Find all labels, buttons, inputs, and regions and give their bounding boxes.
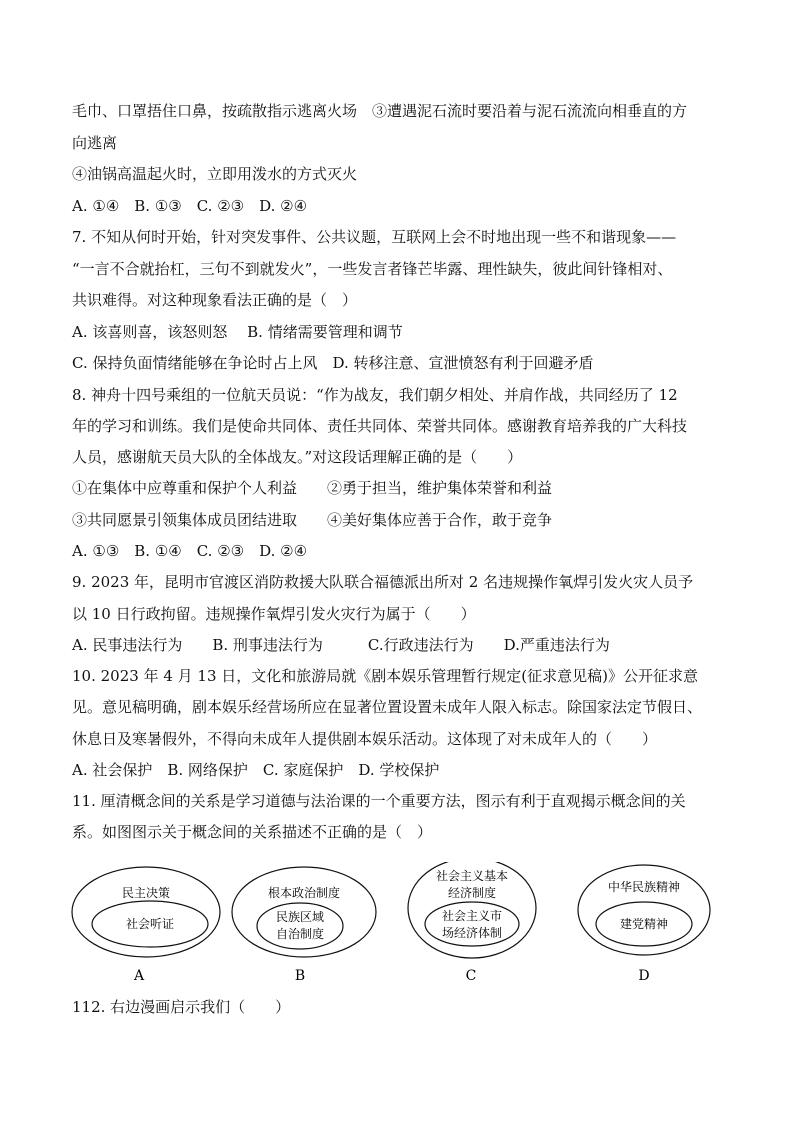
inner-label-2: 自治制度 (275, 927, 325, 941)
outer-label: 根本政治制度 (267, 886, 341, 900)
line-21: 休息日及寒暑假外，不得向未成年人提供剧本娱乐活动。这体现了对未成年人的（ ） (72, 730, 658, 748)
inner-label: 社会听证 (125, 917, 175, 931)
line-9: C. 保持负面情绪能够在争论时占上风 D. 转移注意、宣泄愤怒有利于回避矛盾 (72, 354, 594, 372)
option-label: A (133, 968, 145, 984)
line-7: 共识难得。对这种现象看法正确的是（ ） (72, 291, 358, 309)
diagram-c (408, 862, 536, 984)
line-10: 8. 神舟十四号乘组的一位航天员说：“作为战友，我们朝夕相处、并肩作战，共同经历了 12 (72, 386, 678, 404)
line-8: A. 该喜则喜，该怒则怒 B. 情绪需要管理和调节 (72, 323, 403, 341)
outer-label-1: 社会主义基本 (435, 869, 509, 883)
outer-label: 中华民族精神 (607, 880, 681, 894)
line-6: “一言不合就抬杠，三句不到就发火”，一些发言者锋芒毕露、理性缺失，彼此间针锋相对、 (72, 260, 673, 278)
outer-ellipse (72, 867, 220, 957)
line-12: 人员，感谢航天员大队的全体战友。”对这段话理解正确的是（ ） (72, 448, 523, 466)
line-19: 10. 2023 年 4 月 13 日，文化和旅游局就《剧本娱乐管理暂行规定(征求意见稿)》公开征求意 (72, 667, 698, 685)
line-11: 年的学习和训练。我们是使命共同体、责任共同体、荣誉共同体。感谢教育培养我的广大科技 (72, 417, 688, 435)
line-14: ③共同愿景引领集体成员团结进取 ④美好集体应善于合作，敢于竞争 (72, 511, 553, 529)
option-label: D (638, 968, 650, 984)
line-22: A. 社会保护 B. 网络保护 C. 家庭保护 D. 学校保护 (72, 761, 440, 779)
line-24: 系。如图图示关于概念间的关系描述不正确的是（ ） (72, 823, 433, 841)
line-4: A. ①④ B. ①③ C. ②③ D. ②④ (72, 197, 308, 215)
concept-diagrams (60, 862, 740, 992)
line-1: 毛巾、口罩捂住口鼻，按疏散指示逃离火场 ③遭遇泥石流时要沿着与泥石流流向相垂直的方 (72, 102, 688, 120)
diagram-b (232, 867, 376, 984)
line-23: 11. 厘清概念间的关系是学习道德与法治课的一个重要方法，图示有利于直观揭示概念间的关 (72, 792, 686, 810)
line-15: A. ①③ B. ①④ C. ②③ D. ②④ (72, 542, 308, 560)
outer-label-2: 经济制度 (447, 886, 497, 900)
line-17: 以 10 日行政拘留。违规操作氧焊引发火灾行为属于（ ） (72, 605, 476, 623)
line-18: A. 民事违法行为 B. 刑事违法行为 C.行政违法行为 D.严重违法行为 (72, 636, 610, 654)
diagram-d (578, 865, 710, 984)
outer-ellipse (578, 865, 710, 955)
line-5: 7. 不知从何时开始，针对突发事件、公共议题，互联网上会不时地出现一些不和谐现象—— (72, 228, 677, 246)
line-20: 见。意见稿明确，剧本娱乐经营场所应在显著位置设置未成年人限入标志。除国家法定节假日、 (72, 698, 703, 716)
line-13: ①在集体中应尊重和保护个人利益 ②勇于担当，维护集体荣誉和利益 (72, 479, 553, 497)
line-3: ④油锅高温起火时，立即用泼水的方式灭火 (72, 165, 358, 183)
diagram-a (72, 867, 220, 984)
inner-label-1: 社会主义市 (441, 909, 503, 923)
inner-label-2: 场经济体制 (441, 926, 503, 940)
option-label: B (294, 968, 306, 984)
line-25: 112. 右边漫画启示我们（ ） (72, 998, 291, 1016)
line-16: 9. 2023 年，昆明市官渡区消防救援大队联合福德派出所对 2 名违规操作氧焊引发火灾人员予 (72, 573, 694, 591)
line-2: 向逃离 (72, 134, 118, 152)
inner-label: 建党精神 (619, 917, 669, 931)
option-label: C (465, 968, 477, 984)
outer-label: 民主决策 (121, 886, 171, 900)
inner-label-1: 民族区域 (275, 910, 325, 924)
